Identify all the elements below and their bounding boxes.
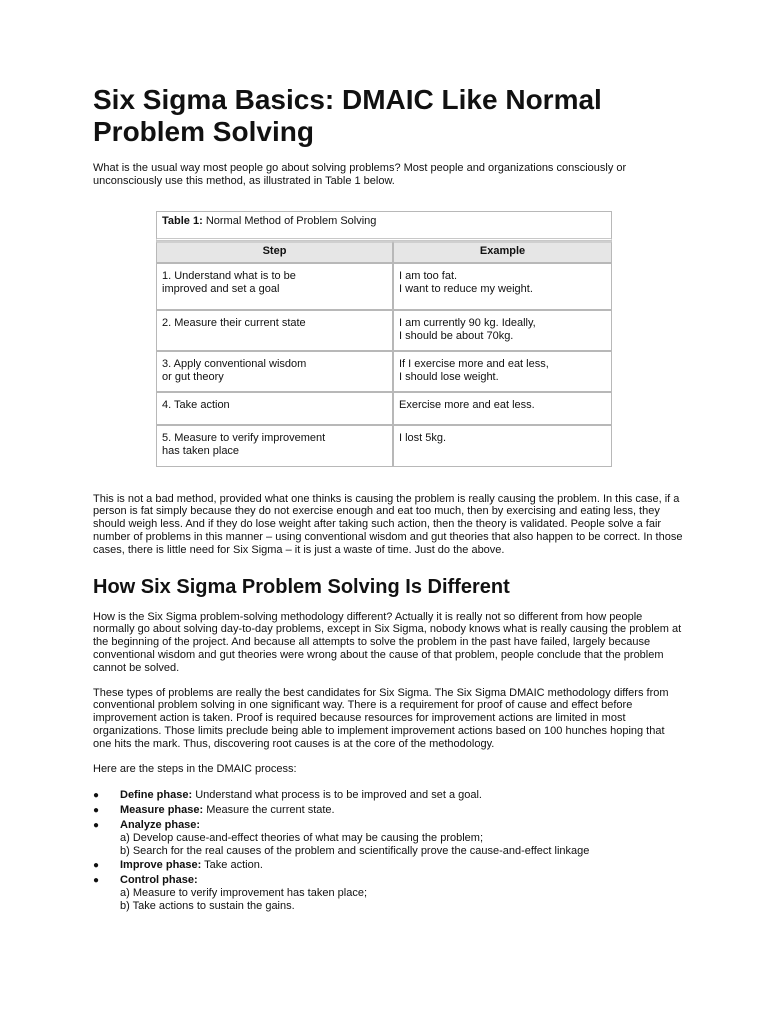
table-caption-row: [156, 211, 612, 241]
cell-line: 2. Measure their current state: [162, 316, 306, 329]
example-cell: [393, 392, 612, 425]
phase-label: Analyze phase:: [120, 818, 201, 831]
cell-line: I am too fat.: [399, 269, 458, 282]
cell-line: If I exercise more and eat less,: [399, 357, 549, 370]
phase-label: Control phase:: [120, 873, 198, 886]
phase-text: Understand what process is to be improved and set a goal.: [192, 789, 482, 802]
body-paragraph-2: How is the Six Sigma problem-solving methodology different? Actually it is really not so different from how people normally go about solving day-to-day problems, except in Six Sigma, nobody knows what is really causing the problem at the beginning of the project. And because all attempts to solve the problem in the past have failed, largely because conventional wisdom and gut theories were wrong about the cause of that problem, people conclude that the problem cannot be solved.: [93, 610, 682, 674]
table-row: [156, 310, 612, 351]
table-row: [156, 392, 612, 425]
table-row: [156, 263, 612, 310]
cell-line: I want to reduce my weight.: [399, 283, 533, 296]
table-row: [156, 425, 612, 467]
step-cell: [156, 425, 393, 467]
body-paragraph-1: This is not a bad method, provided what one thinks is causing the problem is really causing the problem. In this case, if a person is fat simply because they do not exercise enough and eat too much, then by exercising and eating less, they should weigh less. And if they do lose weight after taking such action, then the theory is validated. People solve a fair number of problems in this manner – using conventional wisdom and gut theories that also happen to be correct. In those cases, there is little need for Six Sigma – it is just a waste of time. Just do the above.: [93, 492, 683, 556]
column-header-step: Step: [156, 241, 393, 263]
intro-paragraph: What is the usual way most people go about solving problems? Most people and organizations consciously or unconsciously use this method, as illustrated in Table 1 below.: [93, 162, 627, 187]
body-paragraph-4: Here are the steps in the DMAIC process:: [93, 762, 297, 775]
table-caption: [156, 211, 612, 241]
cell-line: Exercise more and eat less.: [399, 398, 535, 411]
section-heading: How Six Sigma Problem Solving Is Different: [93, 575, 510, 598]
phase-label: Define phase:: [120, 789, 193, 802]
cell-line: I should be about 70kg.: [399, 330, 514, 343]
bullet-icon: ●: [93, 860, 100, 872]
phase-subitem: b) Search for the real causes of the problem and scientifically prove the cause-and-effect linkage: [120, 844, 590, 857]
bullet-icon: ●: [93, 819, 100, 831]
phase-subitem: a) Develop cause-and-effect theories of what may be causing the problem;: [120, 831, 483, 844]
bullet-icon: ●: [93, 804, 100, 816]
list-item-measure: [93, 804, 683, 817]
cell-line: 1. Understand what is to be: [162, 269, 296, 282]
step-cell: [156, 392, 393, 425]
bullet-icon: ●: [93, 874, 100, 886]
cell-line: or gut theory: [162, 371, 224, 384]
example-cell: [393, 310, 612, 351]
step-cell: [156, 263, 393, 310]
phase-label: Measure phase:: [120, 803, 204, 816]
phase-text: Measure the current state.: [203, 803, 335, 816]
spacer: [93, 467, 683, 493]
list-item-improve: [93, 859, 683, 872]
example-cell: [393, 425, 612, 467]
example-cell: [393, 351, 612, 392]
list-item-analyze: [93, 819, 683, 858]
bullet-icon: ●: [93, 790, 100, 802]
table-caption-text: Normal Method of Problem Solving: [202, 214, 377, 227]
cell-line: I should lose weight.: [399, 371, 499, 384]
example-cell: [393, 263, 612, 310]
table-header-row: [156, 241, 612, 263]
phase-label: Improve phase:: [120, 859, 202, 872]
cell-line: 3. Apply conventional wisdom: [162, 357, 307, 370]
cell-line: 5. Measure to verify improvement: [162, 431, 326, 444]
list-item-control: [93, 874, 683, 913]
cell-line: has taken place: [162, 445, 240, 458]
cell-line: I lost 5kg.: [399, 431, 447, 444]
phase-subitem: a) Measure to verify improvement has taken place;: [120, 886, 368, 899]
step-cell: [156, 310, 393, 351]
dmaic-steps-list: [93, 789, 683, 912]
table-caption-label: Table 1:: [162, 214, 203, 227]
phase-subitem: b) Take actions to sustain the gains.: [120, 899, 295, 912]
body-paragraph-3: These types of problems are really the best candidates for Six Sigma. The Six Sigma DMAIC methodology differs from conventional problem solving in one significant way. There is a requirement for proof of cause and effect before improvement action is taken. Proof is required because resources for improvement actions are limited in most organizations. Those limits preclude being able to implement improvement actions based on 100 hunches hoping that one hits the mark. Thus, discovering root causes is at the core of the methodology.: [93, 686, 669, 750]
step-cell: [156, 351, 393, 392]
phase-text: Take action.: [201, 859, 263, 872]
cell-line: 4. Take action: [162, 398, 230, 411]
problem-solving-table: [156, 211, 612, 467]
column-header-example: Example: [393, 241, 612, 263]
document-page: [93, 84, 683, 914]
list-item-define: [93, 789, 683, 802]
table-row: [156, 351, 612, 392]
cell-line: improved and set a goal: [162, 283, 280, 296]
page-title: Six Sigma Basics: DMAIC Like Normal Problem Solving: [93, 84, 602, 147]
cell-line: I am currently 90 kg. Ideally,: [399, 316, 536, 329]
